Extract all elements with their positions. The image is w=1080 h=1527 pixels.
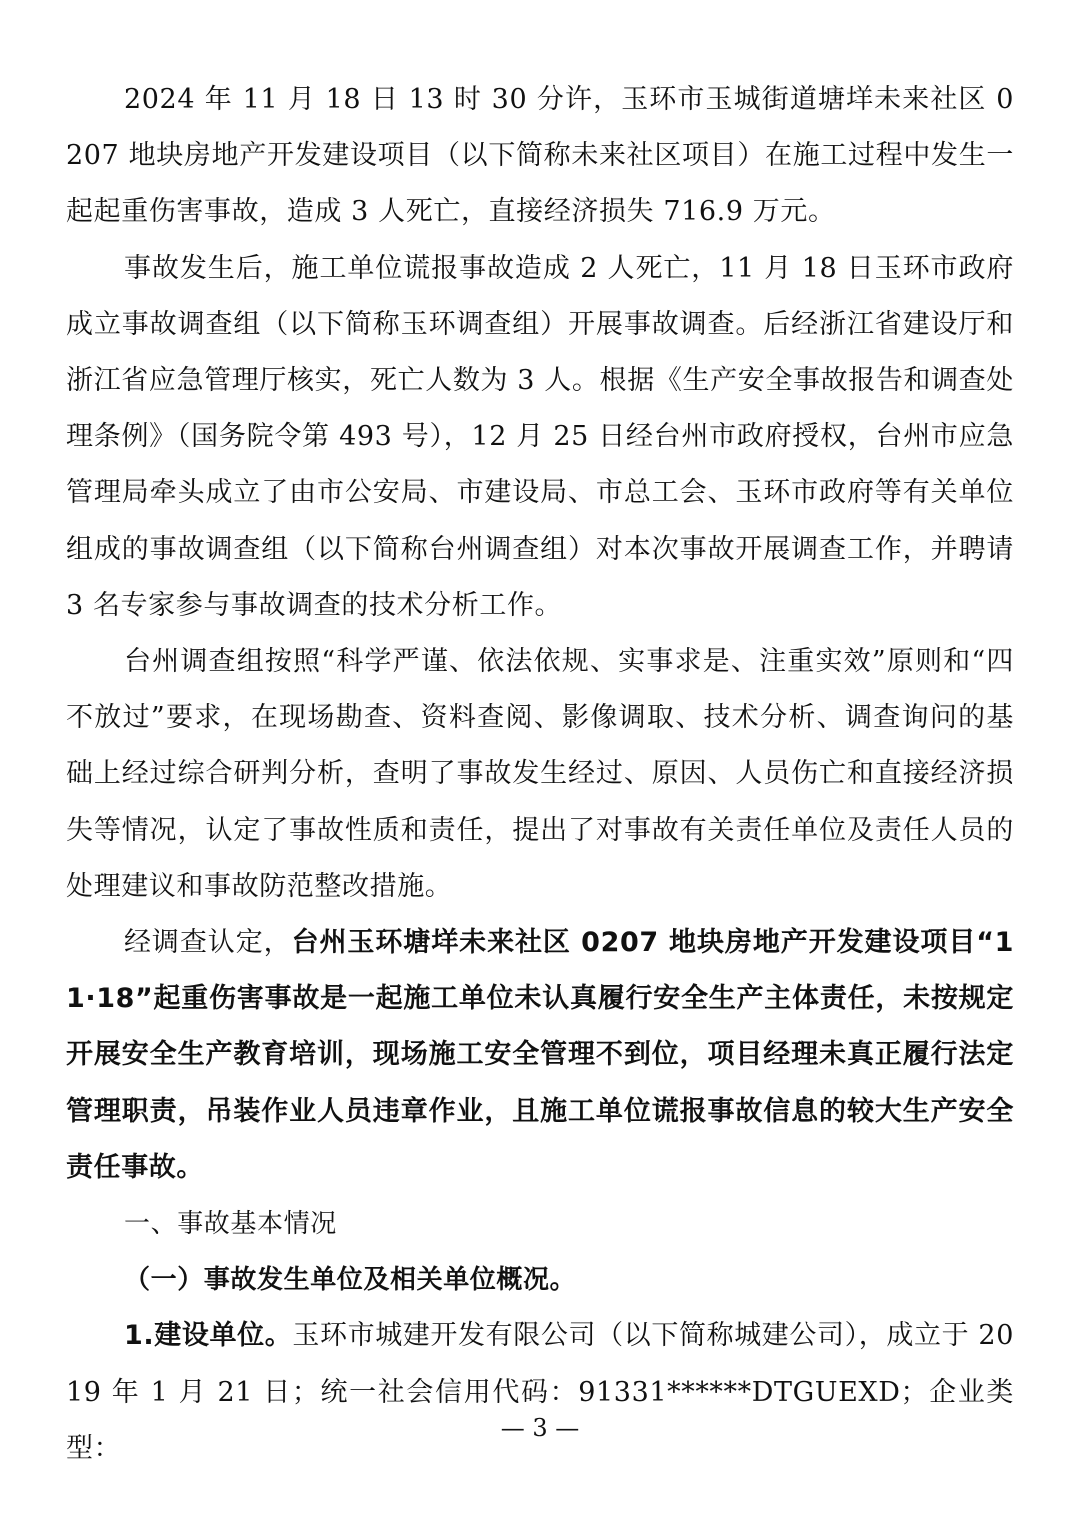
- subsection-heading: （一）事故发生单位及相关单位概况。: [124, 1265, 577, 1296]
- paragraph-investigation-setup: 事故发生后，施工单位谎报事故造成 2 人死亡，11 月 18 日玉环市政府成立事故调查组（以下简称玉环调查组）开展事故调查。后经浙江省建设厅和浙江省应急管理厅核实，死亡人数为 3 人。根据《生产安全事故报告和调查处理条例》（国务院令第 493 号），12 月 25 日经台州市政府授权，台州市应急管理局牵头成立了由市公安局、市建设局、市总工会、玉环市政府等有关单位组成的事故调查组（以下简称台州调查组）对本次事故开展调查工作，并聘请 3 名专家参与事故调查的技术分析工作。: [66, 252, 1014, 621]
- paragraph-construction-unit: [66, 1308, 1014, 1477]
- paragraph-summary: 2024 年 11 月 18 日 13 时 30 分许，玉环市玉城街道塘垟未来社区 0207 地块房地产开发建设项目（以下简称未来社区项目）在施工过程中发生一起起重伤害事故，造成 3 人死亡，直接经济损失 716.9 万元。: [66, 84, 1014, 228]
- document-body: [66, 72, 1014, 1477]
- section-heading: 一、事故基本情况: [124, 1209, 337, 1240]
- conclusion-lead: 经调查认定，: [124, 927, 292, 959]
- paragraph-conclusion: [66, 915, 1014, 1196]
- item-text: 玉环市城建开发有限公司（以下简称城建公司），成立于 2019 年 1 月 21 日；统一社会信用代码：91331******DTGUEXD；企业类型：: [66, 1320, 1014, 1464]
- item-label: 1.建设单位。: [124, 1320, 293, 1352]
- page-number: — 3 —: [500, 1414, 580, 1442]
- conclusion-bold-text: 台州玉环塘垟未来社区 0207 地块房地产开发建设项目“11·18”起重伤害事故是一起施工单位未认真履行安全生产主体责任，未按规定开展安全生产教育培训，现场施工安全管理不到位，项目经理未真正履行法定管理职责，吊装作业人员违章作业，且施工单位谎报事故信息的较大生产安全责任事故。: [66, 927, 1014, 1183]
- paragraph-investigation-method: 台州调查组按照“科学严谨、依法依规、实事求是、注重实效”原则和“四不放过”要求，在现场勘查、资料查阅、影像调取、技术分析、调查询问的基础上经过综合研判分析，查明了事故发生经过、原因、人员伤亡和直接经济损失等情况，认定了事故性质和责任，提出了对事故有关责任单位及责任人员的处理建议和事故防范整改措施。: [66, 646, 1014, 902]
